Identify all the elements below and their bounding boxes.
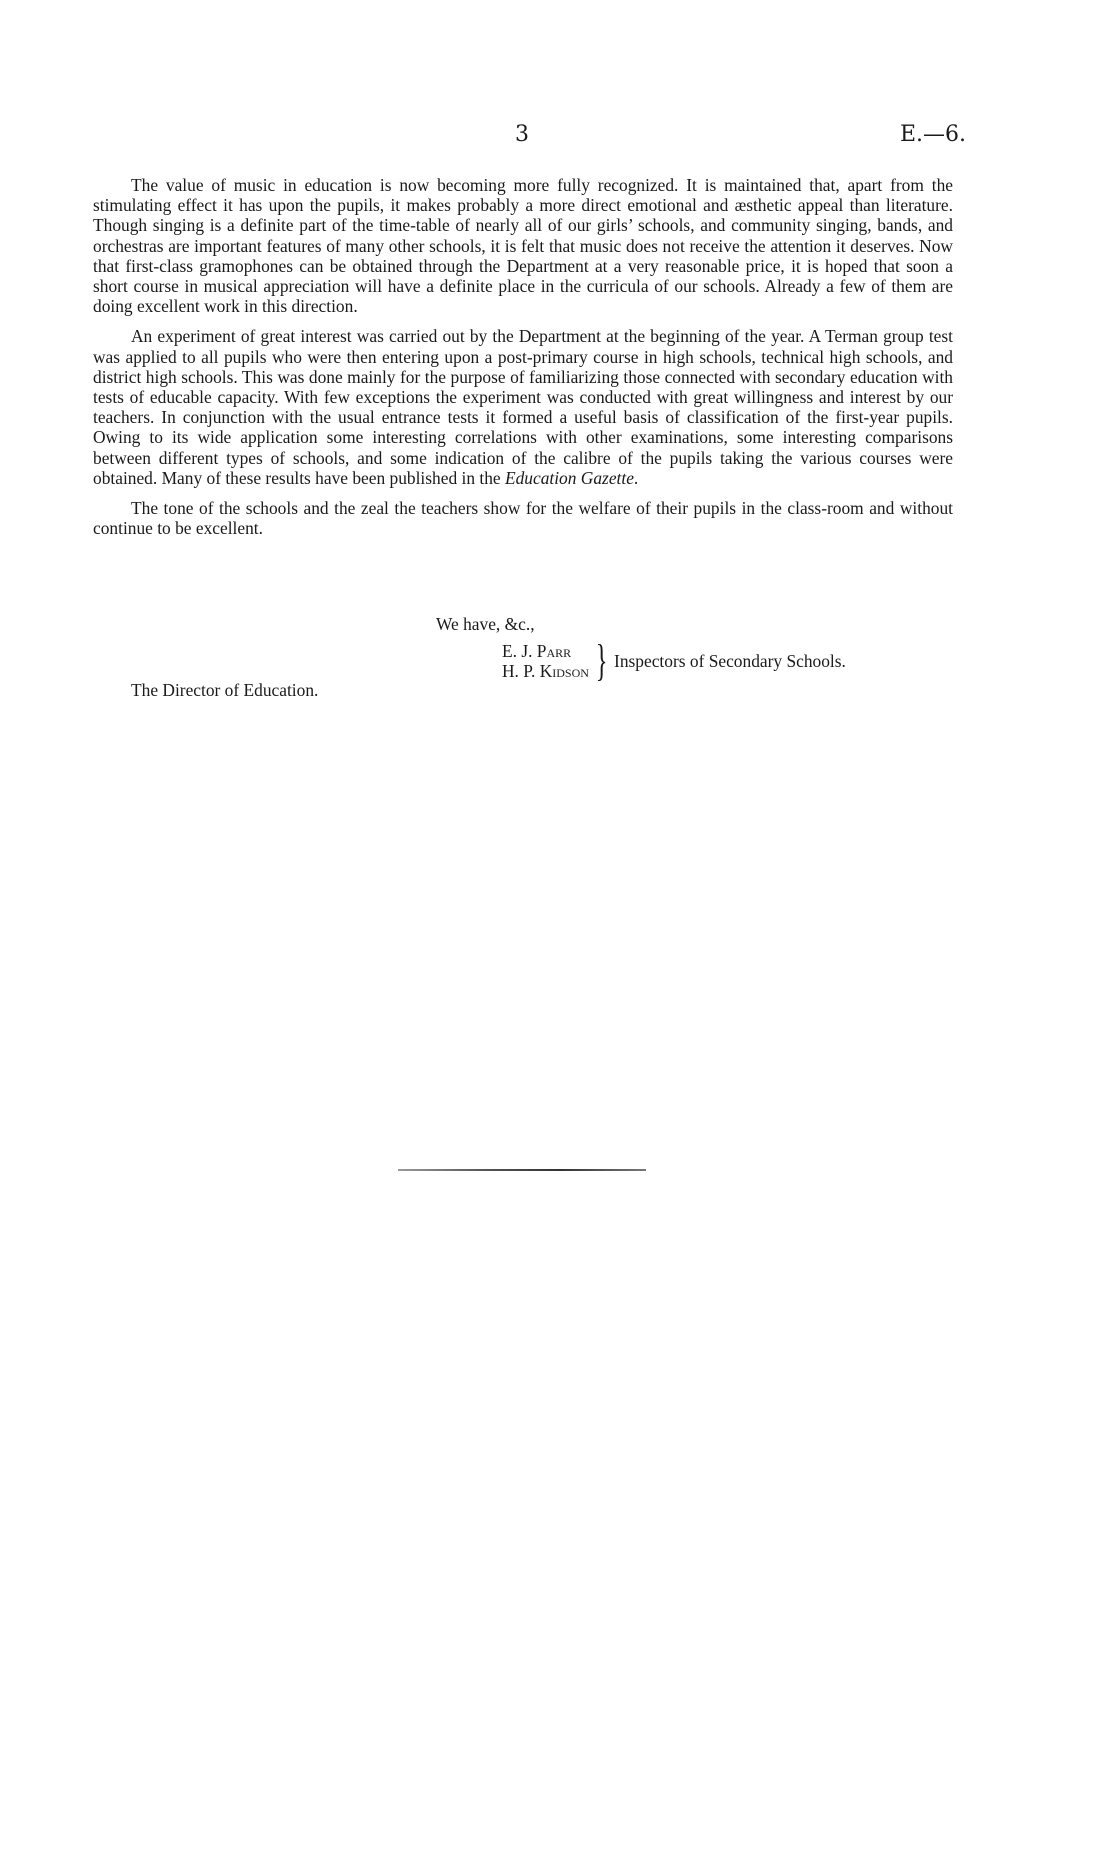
- signature-block: [502, 636, 846, 685]
- addressee: The Director of Education.: [131, 680, 319, 700]
- salutation: We have, &c.,: [436, 614, 535, 634]
- paragraph-music: The value of music in education is now becoming more fully recognized. It is maintained that, apart from the stimulating effect it has upon the pupils, it makes probably a more direct emotional and æsthetic appeal than literature. Though singing is a definite part of the time-table of nearly all of our girls’ schools, and community singing, bands, and orchestras are important features of many other schools, it is felt that music does not receive the attention it deserves. Now that first-class gramophones can be obtained through the Department at a very reasonable price, it is hoped that soon a short course in musical appreciation will have a definite place in the curricula of our schools. Already a few of them are doing excellent work in this direction.: [93, 175, 953, 317]
- report-body: [93, 175, 953, 548]
- gazette-title: Education Gazette: [504, 467, 634, 488]
- paragraph-experiment: [93, 326, 953, 488]
- end-rule: [398, 1169, 646, 1171]
- brace-symbol: }: [595, 636, 608, 685]
- paragraph-experiment-text: An experiment of great interest was carried out by the Department at the beginning of the year. A Terman group test was applied to all pupils who were then entering upon a post-primary course in high schools, technical high schools, and district high schools. This was done mainly for the purpose of familiarizing those connected with secondary education with tests of educable capacity. With few exceptions the experiment was conducted with great willingness and interest by our teachers. In conjunction with the usual entrance tests it formed a useful basis of classification of the first-year pupils. Owing to its wide application some interesting correlations with other examinations, some interesting comparisons between different types of schools, and some indication of the calibre of the pupils taking the various courses were obtained. Many of these results have been published in the: [93, 326, 953, 488]
- signatory-parr: E. J. Parr: [502, 641, 572, 661]
- signatory-names: [502, 641, 589, 681]
- paragraph-experiment-end: .: [633, 467, 639, 488]
- page-reference: E.—6.: [899, 122, 966, 147]
- signatory-kidson: H. P. Kidson: [502, 661, 589, 681]
- page-number: 3: [515, 122, 529, 147]
- signatory-role: Inspectors of Secondary Schools.: [614, 650, 846, 671]
- paragraph-tone: The tone of the schools and the zeal the teachers show for the welfare of their pupils in the class-room and without continue to be excellent.: [93, 498, 953, 539]
